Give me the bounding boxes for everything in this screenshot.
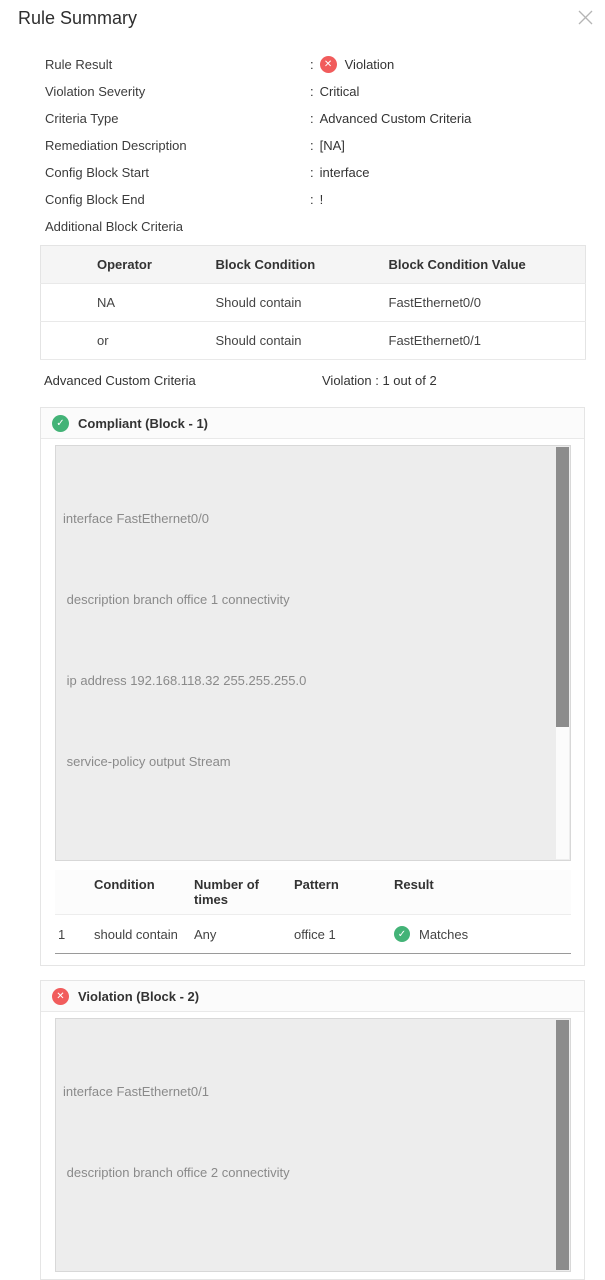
table-row [41,322,586,360]
colon: : [310,84,314,99]
page-title: Rule Summary [18,8,138,28]
check-icon: ✓ [52,415,69,432]
result-status: Matches [419,926,469,942]
block-criteria-table [40,245,586,360]
field-label: Config Block End [45,192,145,207]
cell-result [391,915,571,954]
field-label: Criteria Type [45,111,119,126]
field-value: [NA] [319,138,345,153]
col-index [55,870,91,915]
config-snippet[interactable] [55,1018,571,1272]
cell-condition: should contain [91,915,191,954]
criteria-summary-label: Advanced Custom Criteria [44,373,196,388]
cell-block-condition: Should contain [196,322,371,360]
col-block-condition: Block Condition [196,246,371,284]
scrollbar-track[interactable] [556,447,569,859]
cell-operator: or [41,322,196,360]
condition-row [55,915,571,954]
config-line: interface FastEthernet0/0 [63,511,209,526]
col-block-condition-value: Block Condition Value [371,246,586,284]
compliant-block-card [40,407,585,966]
violation-count: Violation : 1 out of 2 [322,373,437,388]
field-label: Remediation Description [45,138,187,153]
violation-block-header [41,981,584,1012]
field-label: Rule Result [45,57,113,72]
field-value: Critical [319,84,360,99]
config-line: description branch office 2 connectivity [63,1165,290,1180]
violation-block-card [40,980,585,1280]
close-icon [576,15,595,30]
config-snippet[interactable] [55,445,571,861]
colon: : [310,57,314,72]
config-line: description branch office 1 connectivity [63,592,290,607]
conditions-header-row [55,870,571,915]
cell-block-condition-value: FastEthernet0/0 [371,284,586,322]
colon: : [310,192,314,207]
cross-icon: ✕ [52,988,69,1005]
col-pattern: Pattern [291,870,391,915]
field-value: Violation [344,57,395,72]
cell-pattern: office 1 [291,915,391,954]
block-title: Violation (Block - 2) [78,988,200,1004]
config-line: ip address 192.168.118.32 255.255.255.0 [63,673,307,688]
colon: : [310,165,314,180]
field-label: Violation Severity [45,84,146,99]
table-row [41,284,586,322]
field-value: Advanced Custom Criteria [319,111,472,126]
config-line: interface FastEthernet0/1 [63,1084,209,1099]
col-number-of-times: Number of times [191,870,291,915]
cell-block-condition: Should contain [196,284,371,322]
cell-times: Any [191,915,291,954]
field-rule-result [45,51,605,78]
field-value: ! [319,192,324,207]
field-label: Additional Block Criteria [45,219,184,234]
col-operator: Operator [41,246,196,284]
field-additional-block-criteria [45,213,605,240]
conditions-table [55,870,571,954]
field-config-block-end [45,186,605,213]
field-list [45,51,605,240]
block-title: Compliant (Block - 1) [78,415,209,431]
colon: : [310,138,314,153]
check-icon: ✓ [394,926,410,942]
scrollbar-track[interactable] [556,1020,569,1270]
violation-icon: ✕ [320,56,337,73]
field-label: Config Block Start [45,165,150,180]
scrollbar-thumb[interactable] [556,447,569,727]
field-criteria-type [45,105,605,132]
dialog-header [0,0,605,29]
col-result: Result [391,870,571,915]
field-violation-severity [45,78,605,105]
criteria-summary-row [44,373,605,388]
scrollbar-thumb[interactable] [556,1020,569,1270]
col-condition: Condition [91,870,191,915]
cell-operator: NA [41,284,196,322]
compliant-block-header [41,408,584,439]
colon: : [310,111,314,126]
cell-block-condition-value: FastEthernet0/1 [371,322,586,360]
field-config-block-start [45,159,605,186]
close-button[interactable] [574,6,597,29]
table-header-row [41,246,586,284]
config-line: service-policy output Stream [63,754,231,769]
field-value: interface [319,165,370,180]
cell-index: 1 [55,915,91,954]
field-remediation-description [45,132,605,159]
